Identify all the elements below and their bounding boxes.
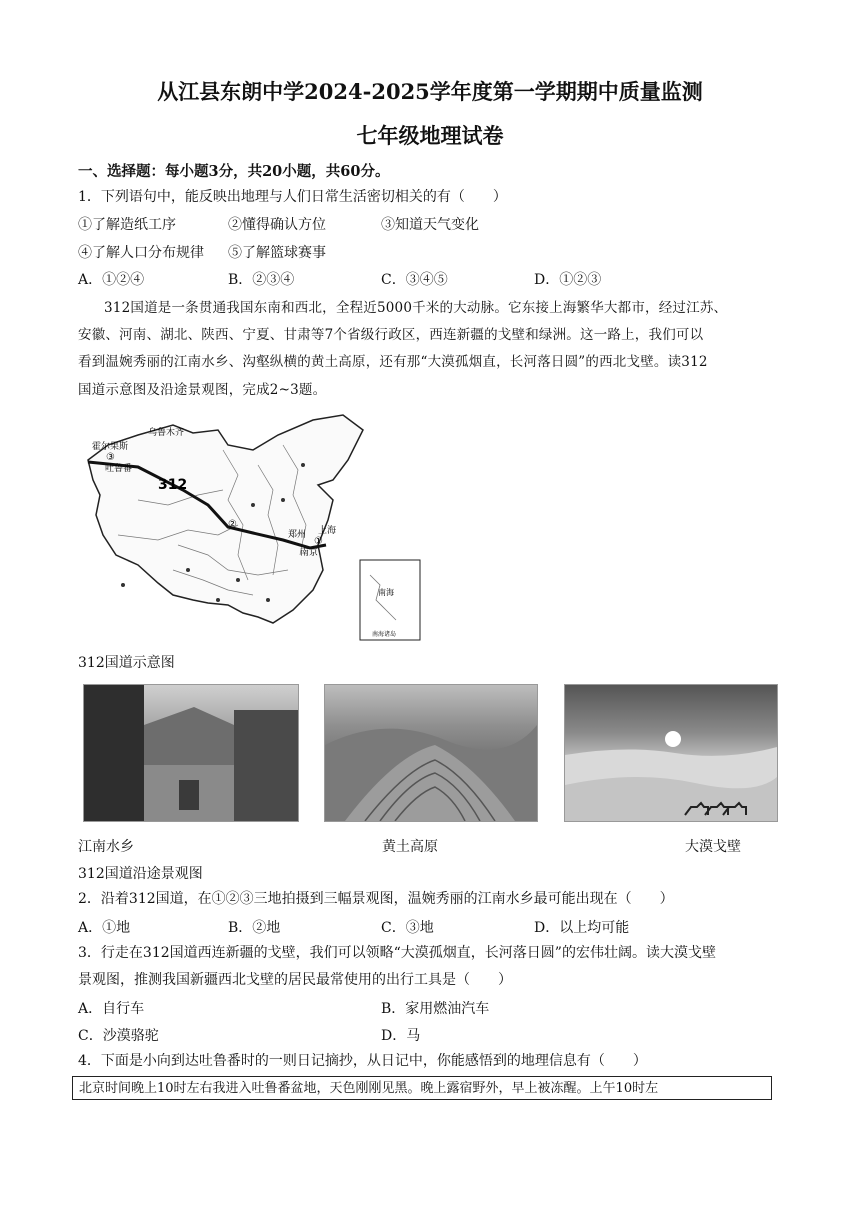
q1-item: ①了解造纸工序 [78,217,176,233]
passage-line: 看到温婉秀丽的江南水乡、沟壑纵横的黄土高原，还有那“大漠孤烟直，长河落日圆”的西北戈壁。读312 [78,354,708,370]
map-label: 南京 [300,548,319,558]
q1-item: ②懂得确认方位 [228,217,326,233]
photos-group-caption: 312国道沿途景观图 [78,866,203,882]
q3-option-b: B．家用燃油汽车 [381,1001,490,1017]
map-inset-caption: 南海诸岛 [372,631,397,638]
passage-line: 312国道是一条贯通我国东南和西北，全程近5000千米的大动脉。它东接上海繁华大都市，经过江苏、 [104,300,728,316]
photo-caption: 江南水乡 [78,839,134,855]
question-2-stem: 2．沿着312国道，在①②③三地拍摄到三幅景观图，温婉秀丽的江南水乡最可能出现在（ ） [78,891,674,907]
question-1-stem: 1．下列语句中，能反映出地理与人们日常生活密切相关的有（ ） [78,189,507,205]
map-marker: ③ [106,452,115,463]
china-map [78,405,423,645]
route-label: 312 [158,477,188,493]
map-label: 吐鲁番 [105,464,133,474]
map-label: 郑州 [288,530,307,540]
map-label: 乌鲁木齐 [148,428,185,438]
map-marker: ② [228,519,237,530]
passage-line: 国道示意图及沿途景观图，完成2~3题。 [78,382,327,398]
q1-option-b: B．②③④ [228,272,295,288]
exam-title: 从江县东朗中学2024-2025学年度第一学期期中质量监测 [157,79,703,104]
photo-loess-plateau [324,684,538,822]
exam-subtitle: 七年级地理试卷 [356,123,504,148]
map-inset-label: 南海 [378,588,394,597]
map-label: 霍尔果斯 [92,442,129,452]
q3-option-a: A．自行车 [78,1001,145,1017]
section-heading: 一、选择题：每小题3分，共20小题，共60分。 [78,163,390,180]
question-4-stem: 4．下面是小向到达吐鲁番时的一则日记摘抄，从日记中，你能感悟到的地理信息有（ ） [78,1053,647,1069]
q2-option-d: D．以上均可能 [534,920,630,936]
q2-option-b: B．②地 [228,920,281,936]
q2-option-a: A．①地 [78,920,131,936]
q3-option-c: C．沙漠骆驼 [78,1028,159,1044]
q1-item: ③知道天气变化 [381,217,479,233]
map-marker: ① [314,536,323,547]
q1-option-a: A．①②④ [78,272,145,288]
q1-item: ④了解人口分布规律 [78,245,204,261]
q3-option-d: D．马 [381,1028,421,1044]
passage-line: 安徽、河南、湖北、陕西、宁夏、甘肃等7个省级行政区，西连新疆的戈壁和绿洲。这一路上，我们可以 [78,327,704,343]
map-label: 上海 [318,526,337,536]
photo-caption: 黄土高原 [382,839,438,855]
photo-gobi-desert [564,684,778,822]
q1-option-d: D．①②③ [534,272,602,288]
question-3-stem: 3．行走在312国道西连新疆的戈壁，我们可以领略“大漠孤烟直，长河落日圆”的宏伟壮阔。读大漠戈壁 [78,945,716,961]
photo-caption: 大漠戈壁 [685,839,741,855]
q2-option-c: C．③地 [381,920,434,936]
q1-item: ⑤了解篮球赛事 [228,245,326,261]
q1-option-c: C．③④⑤ [381,272,448,288]
photo-jiangnan [83,684,299,822]
map-caption: 312国道示意图 [78,655,175,671]
question-3-stem-cont: 景观图，推测我国新疆西北戈壁的居民最常使用的出行工具是（ ） [78,972,512,988]
diary-excerpt-box: 北京时间晚上10时左右我进入吐鲁番盆地，天色刚刚见黑。晚上露宿野外，早上被冻醒。上午10时左 [72,1076,772,1100]
